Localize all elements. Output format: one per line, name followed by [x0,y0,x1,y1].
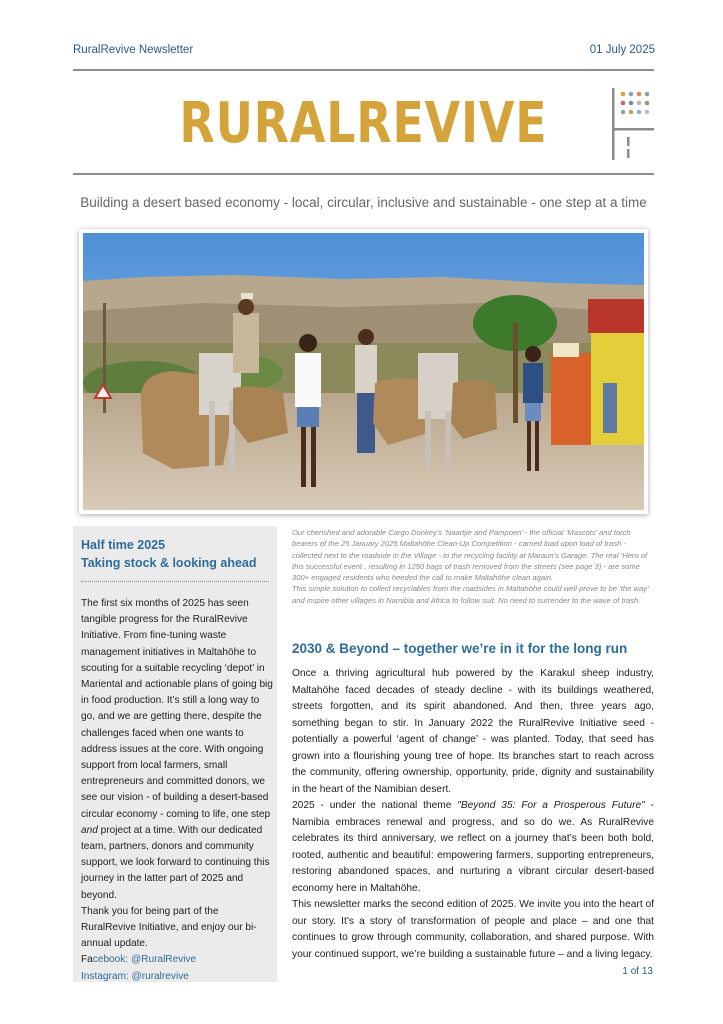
sidebar-p1-start: The first six months of 2025 has seen tangible progress for the RuralRevive Initiative. From fine-tuning waste management initiatives in Maltahöhe to scouting for a suitable recycling ‘depot’ in Mariental and actionable plans of going big in food production. It’s still a long way to go, and we are getting there, despite the challenges faced when one wants to address issues at the core. With ongoing support from local farmers, small entrepreneurs and committed donors, we see our vision - of building a desert-based circular economy - coming to life, one step [81,598,273,820]
photo-frame [79,229,648,514]
article-heading: 2030 & Beyond – together we’re in it for the long run [292,641,628,656]
page-number: 1 of 13 [622,966,653,977]
facebook-link[interactable] [81,952,273,968]
national-theme: "Beyond 35: For a Prosperous Future" [457,800,645,811]
newsletter-name: RuralRevive Newsletter [73,44,194,56]
article-p2-start: 2025 - under the national theme [292,800,458,811]
sidebar-heading [81,536,257,572]
cover-photo [83,233,644,510]
tagline: Building a desert based economy - local, circular, inclusive and sustainable - one step at a time [80,195,647,210]
sidebar-body [81,596,273,985]
masthead-title: RURALREVIVE [179,91,548,156]
caption-line-1: Our cherished and adorable Cargo Donkey's ‘Naartjie and Pampoen’ - the official ‘Mascots’ and torch bearers of the 25 January 2025 Maltahöhe Clean-Up Competition - carried load upon load of trash - collected next to the roadside in the Village - to the recycling facility at Maraun’s Garage. The real ‘Hero of this successful event , resulting in 1250 bags of trash removed from the streets (see page 3) - are some 300+ engaged residents who heeded the call to make Maltahöhe clean again. [292,528,648,583]
photo-caption [292,527,652,606]
sidebar-heading-line1: Half time 2025 [81,538,166,552]
facebook-link-rest: cebook: @RuralRevive [92,954,197,966]
facebook-link-prefix: Fa [81,954,93,966]
sidebar-p1-end: project at a time. With our dedicated team, partners, donors and community support, we look forward to continuing this journey in the latter part of 2025 and beyond. [81,824,270,901]
article-paragraph-1: Once a thriving agricultural hub powered by the Karakul sheep industry, Maltahöhe faced decades of steady decline - with its buildings weathered, streets forgotten, and its spirit abandoned. And then, three years ago, something began to stir. In January 2022 the RuralRevive Initiative seed - potentially a powerful ‘agent of change’ - was planted. Today, that seed has grown into a flourishing young tree of hope. Its branches start to reach across the community, offering ownership, opportunity, pride, dignity and sustainability in the heart of the Namibian desert. [292,668,654,795]
article-paragraph-3: This newsletter marks the second edition of 2025. We invite you into the heart of our story. It’s a story of transformation of people and place – and one that continues to grow through community, collaboration, and shared purpose. With your continued support, we’re building a sustainable future – and a living legacy. [292,899,654,960]
masthead-rule [73,173,654,175]
sidebar-paragraph-2: Thank you for being part of the RuralRevive Initiative, and enjoy our bi-annual update. [81,905,257,950]
caption-line-2: This simple solution to collect recyclables from the roadsides in Maltahöhe could well prove to be ‘the way’ and inspire other villages in Namibia and Africa to follow suit. No need to surrender to the wave of trash. [292,584,649,605]
article-p2-end: - Namibia embraces renewal and progress, and so do we. As RuralRevive celebrates its third anniversary, we reflect on a journey that’s been both bold, rooted, authentic and beautiful: empowering farmers, supporting entrepreneurs, restoring abandoned spaces, and nurturing a vibrant circular desert-based economy here in Maltahöhe. [292,800,654,894]
article-body [292,666,654,963]
article-paragraph-2 [292,798,654,897]
top-rule [73,69,654,71]
issue-date: 01 July 2025 [589,44,655,56]
sidebar-p1-emphasis: and [81,824,98,836]
sidebar-paragraph-1 [81,596,273,904]
sidebar [73,526,277,982]
sidebar-heading-line2: Taking stock & looking ahead [81,556,257,570]
masthead [73,92,654,156]
ruralrevive-logo-icon [608,88,654,160]
sidebar-divider [81,581,269,582]
instagram-link[interactable]: Instagram: @ruralrevive [81,970,189,982]
